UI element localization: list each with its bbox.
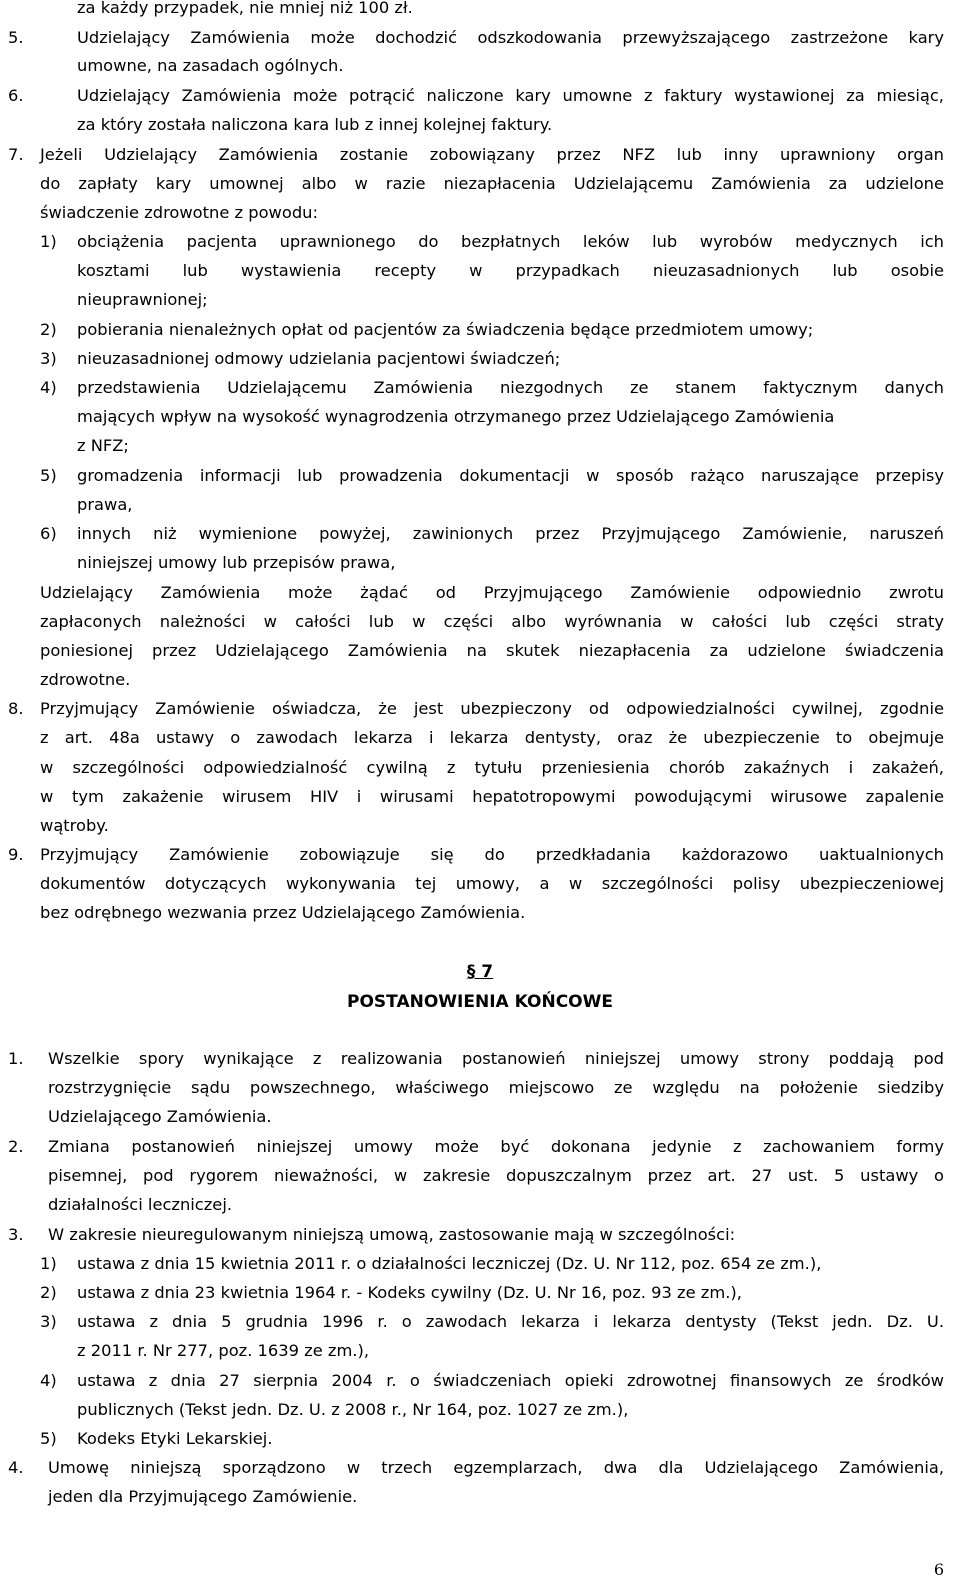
- subitem-6-line-2: niniejszej umowy lub przepisów prawa,: [77, 553, 396, 572]
- item-8-line-4: w tym zakażenie wirusem HIV i wirusami hepatotropowymi powodującymi wirusowe zapalenie: [40, 787, 944, 806]
- item-7-number: 7.: [8, 145, 24, 164]
- item-6-number: 6.: [8, 86, 24, 105]
- item-9-line-2: dokumentów dotyczących wykonywania tej umowy, a w szczególności polisy ubezpieczeniowej: [40, 874, 944, 893]
- page-number: 6: [933, 1560, 944, 1579]
- subitem-1-number: 1): [40, 232, 57, 251]
- item-6-line-2: za który została naliczona kara lub z innej kolejnej faktury.: [77, 115, 553, 134]
- item-5-line-1: Udzielający Zamówienia może dochodzić odszkodowania przewyższającego zastrzeżone kary: [77, 28, 944, 47]
- act-3-line-1: ustawa z dnia 5 grudnia 1996 r. o zawodach lekarza i lekarza dentysty (Tekst jedn. Dz. U.: [77, 1312, 944, 1331]
- final-item-3-line-1: W zakresie nieuregulowanym niniejszą umową, zastosowanie mają w szczególności:: [48, 1225, 736, 1244]
- subitem-5-number: 5): [40, 466, 57, 485]
- final-item-4-line-2: jeden dla Przyjmującego Zamówienie.: [48, 1487, 358, 1506]
- final-item-1-line-2: rozstrzygnięcie sądu powszechnego, właściwego miejscowo ze względu na położenie siedziby: [48, 1078, 944, 1097]
- subitem-4-line-3: z NFZ;: [77, 436, 129, 455]
- final-item-4-line-1: Umowę niniejszą sporządzono w trzech egzemplarzach, dwa dla Udzielającego Zamówienia,: [48, 1458, 944, 1477]
- final-item-2-line-2: pisemnej, pod rygorem nieważności, w zakresie dopuszczalnym przez art. 27 ust. 5 ustawy o: [48, 1166, 944, 1185]
- act-5-number: 5): [40, 1429, 57, 1448]
- subitem-4-line-2: mających wpływ na wysokość wynagrodzenia otrzymanego przez Udzielającego Zamówienia: [77, 407, 835, 426]
- item-7-tail-line-2: zapłaconych należności w całości lub w części albo wyrównania w całości lub części straty: [40, 612, 944, 631]
- act-3-number: 3): [40, 1312, 57, 1331]
- final-item-2-number: 2.: [8, 1137, 24, 1156]
- item-7-tail-line-1: Udzielający Zamówienia może żądać od Przyjmującego Zamówienie odpowiednio zwrotu: [40, 583, 944, 602]
- subitem-1-line-1: obciążenia pacjenta uprawnionego do bezpłatnych leków lub wyrobów medycznych ich: [77, 232, 944, 251]
- item-5-number: 5.: [8, 28, 24, 47]
- final-item-3-number: 3.: [8, 1225, 24, 1244]
- item-7-tail-line-3: poniesionej przez Udzielającego Zamówienia na skutek niezapłacenia za udzielone świadczenia: [40, 641, 944, 660]
- final-item-1-line-1: Wszelkie spory wynikające z realizowania postanowień niniejszej umowy strony poddają pod: [48, 1049, 944, 1068]
- act-3-line-2: z 2011 r. Nr 277, poz. 1639 ze zm.),: [77, 1341, 370, 1360]
- subitem-2-number: 2): [40, 320, 57, 339]
- subitem-3-number: 3): [40, 349, 57, 368]
- act-1-line-1: ustawa z dnia 15 kwietnia 2011 r. o działalności leczniczej (Dz. U. Nr 112, poz. 654 ze zm.),: [77, 1254, 822, 1273]
- subitem-4-number: 4): [40, 378, 57, 397]
- section-mark: § 7: [466, 962, 494, 982]
- item-8-line-3: w szczególności odpowiedzialność cywilną z tytułu przeniesienia chorób zakaźnych i zakażeń,: [40, 758, 944, 777]
- subitem-6-number: 6): [40, 524, 57, 543]
- item-7-line-2: do zapłaty kary umownej albo w razie niezapłacenia Udzielającemu Zamówienia za udzielone: [40, 174, 944, 193]
- act-5-line-1: Kodeks Etyki Lekarskiej.: [77, 1429, 273, 1448]
- final-item-2-line-3: działalności leczniczej.: [48, 1195, 233, 1214]
- item-9-number: 9.: [8, 845, 24, 864]
- item-8-line-1: Przyjmujący Zamówienie oświadcza, że jest ubezpieczony od odpowiedzialności cywilnej, zgodnie: [40, 699, 944, 718]
- final-item-1-line-3: Udzielającego Zamówienia.: [48, 1107, 272, 1126]
- subitem-1-line-2: kosztami lub wystawienia recepty w przypadkach nieuzasadnionych lub osobie: [77, 261, 944, 280]
- act-4-line-1: ustawa z dnia 27 sierpnia 2004 r. o świadczeniach opieki zdrowotnej finansowych ze środków: [77, 1371, 944, 1390]
- section-title: POSTANOWIENIA KOŃCOWE: [347, 992, 613, 1012]
- item-7-line-1: Jeżeli Udzielający Zamówienia zostanie zobowiązany przez NFZ lub inny uprawniony organ: [40, 145, 944, 164]
- subitem-6-line-1: innych niż wymienione powyżej, zawinionych przez Przyjmującego Zamówienie, naruszeń: [77, 524, 944, 543]
- item-8-number: 8.: [8, 699, 24, 718]
- final-item-4-number: 4.: [8, 1458, 24, 1477]
- item-7-line-3: świadczenie zdrowotne z powodu:: [40, 203, 318, 222]
- final-item-1-number: 1.: [8, 1049, 24, 1068]
- item-8-line-5: wątroby.: [40, 816, 109, 835]
- act-4-number: 4): [40, 1371, 57, 1390]
- subitem-2-line-1: pobierania nienależnych opłat od pacjentów za świadczenia będące przedmiotem umowy;: [77, 320, 814, 339]
- item-6-line-1: Udzielający Zamówienia może potrącić naliczone kary umowne z faktury wystawionej za miesiąc,: [77, 86, 944, 105]
- act-2-line-1: ustawa z dnia 23 kwietnia 1964 r. - Kodeks cywilny (Dz. U. Nr 16, poz. 93 ze zm.),: [77, 1283, 742, 1302]
- act-4-line-2: publicznych (Tekst jedn. Dz. U. z 2008 r., Nr 164, poz. 1027 ze zm.),: [77, 1400, 629, 1419]
- subitem-3-line-1: nieuzasadnionej odmowy udzielania pacjentowi świadczeń;: [77, 349, 561, 368]
- item-8-line-2: z art. 48a ustawy o zawodach lekarza i lekarza dentysty, oraz że ubezpieczenie to obejmuje: [40, 728, 944, 747]
- act-2-number: 2): [40, 1283, 57, 1302]
- subitem-5-line-2: prawa,: [77, 495, 133, 514]
- item-5-line-2: umowne, na zasadach ogólnych.: [77, 56, 344, 75]
- item-9-line-3: bez odrębnego wezwania przez Udzielającego Zamówienia.: [40, 903, 526, 922]
- subitem-4-line-1: przedstawienia Udzielającemu Zamówienia niezgodnych ze stanem faktycznym danych: [77, 378, 944, 397]
- subitem-1-line-3: nieuprawnionej;: [77, 290, 208, 309]
- act-1-number: 1): [40, 1254, 57, 1273]
- paragraph-4-tail: za każdy przypadek, nie mniej niż 100 zł.: [77, 0, 413, 17]
- subitem-5-line-1: gromadzenia informacji lub prowadzenia dokumentacji w sposób rażąco naruszające przepisy: [77, 466, 944, 485]
- final-item-2-line-1: Zmiana postanowień niniejszej umowy może być dokonana jedynie z zachowaniem formy: [48, 1137, 944, 1156]
- item-7-tail-line-4: zdrowotne.: [40, 670, 131, 689]
- item-9-line-1: Przyjmujący Zamówienie zobowiązuje się do przedkładania każdorazowo uaktualnionych: [40, 845, 944, 864]
